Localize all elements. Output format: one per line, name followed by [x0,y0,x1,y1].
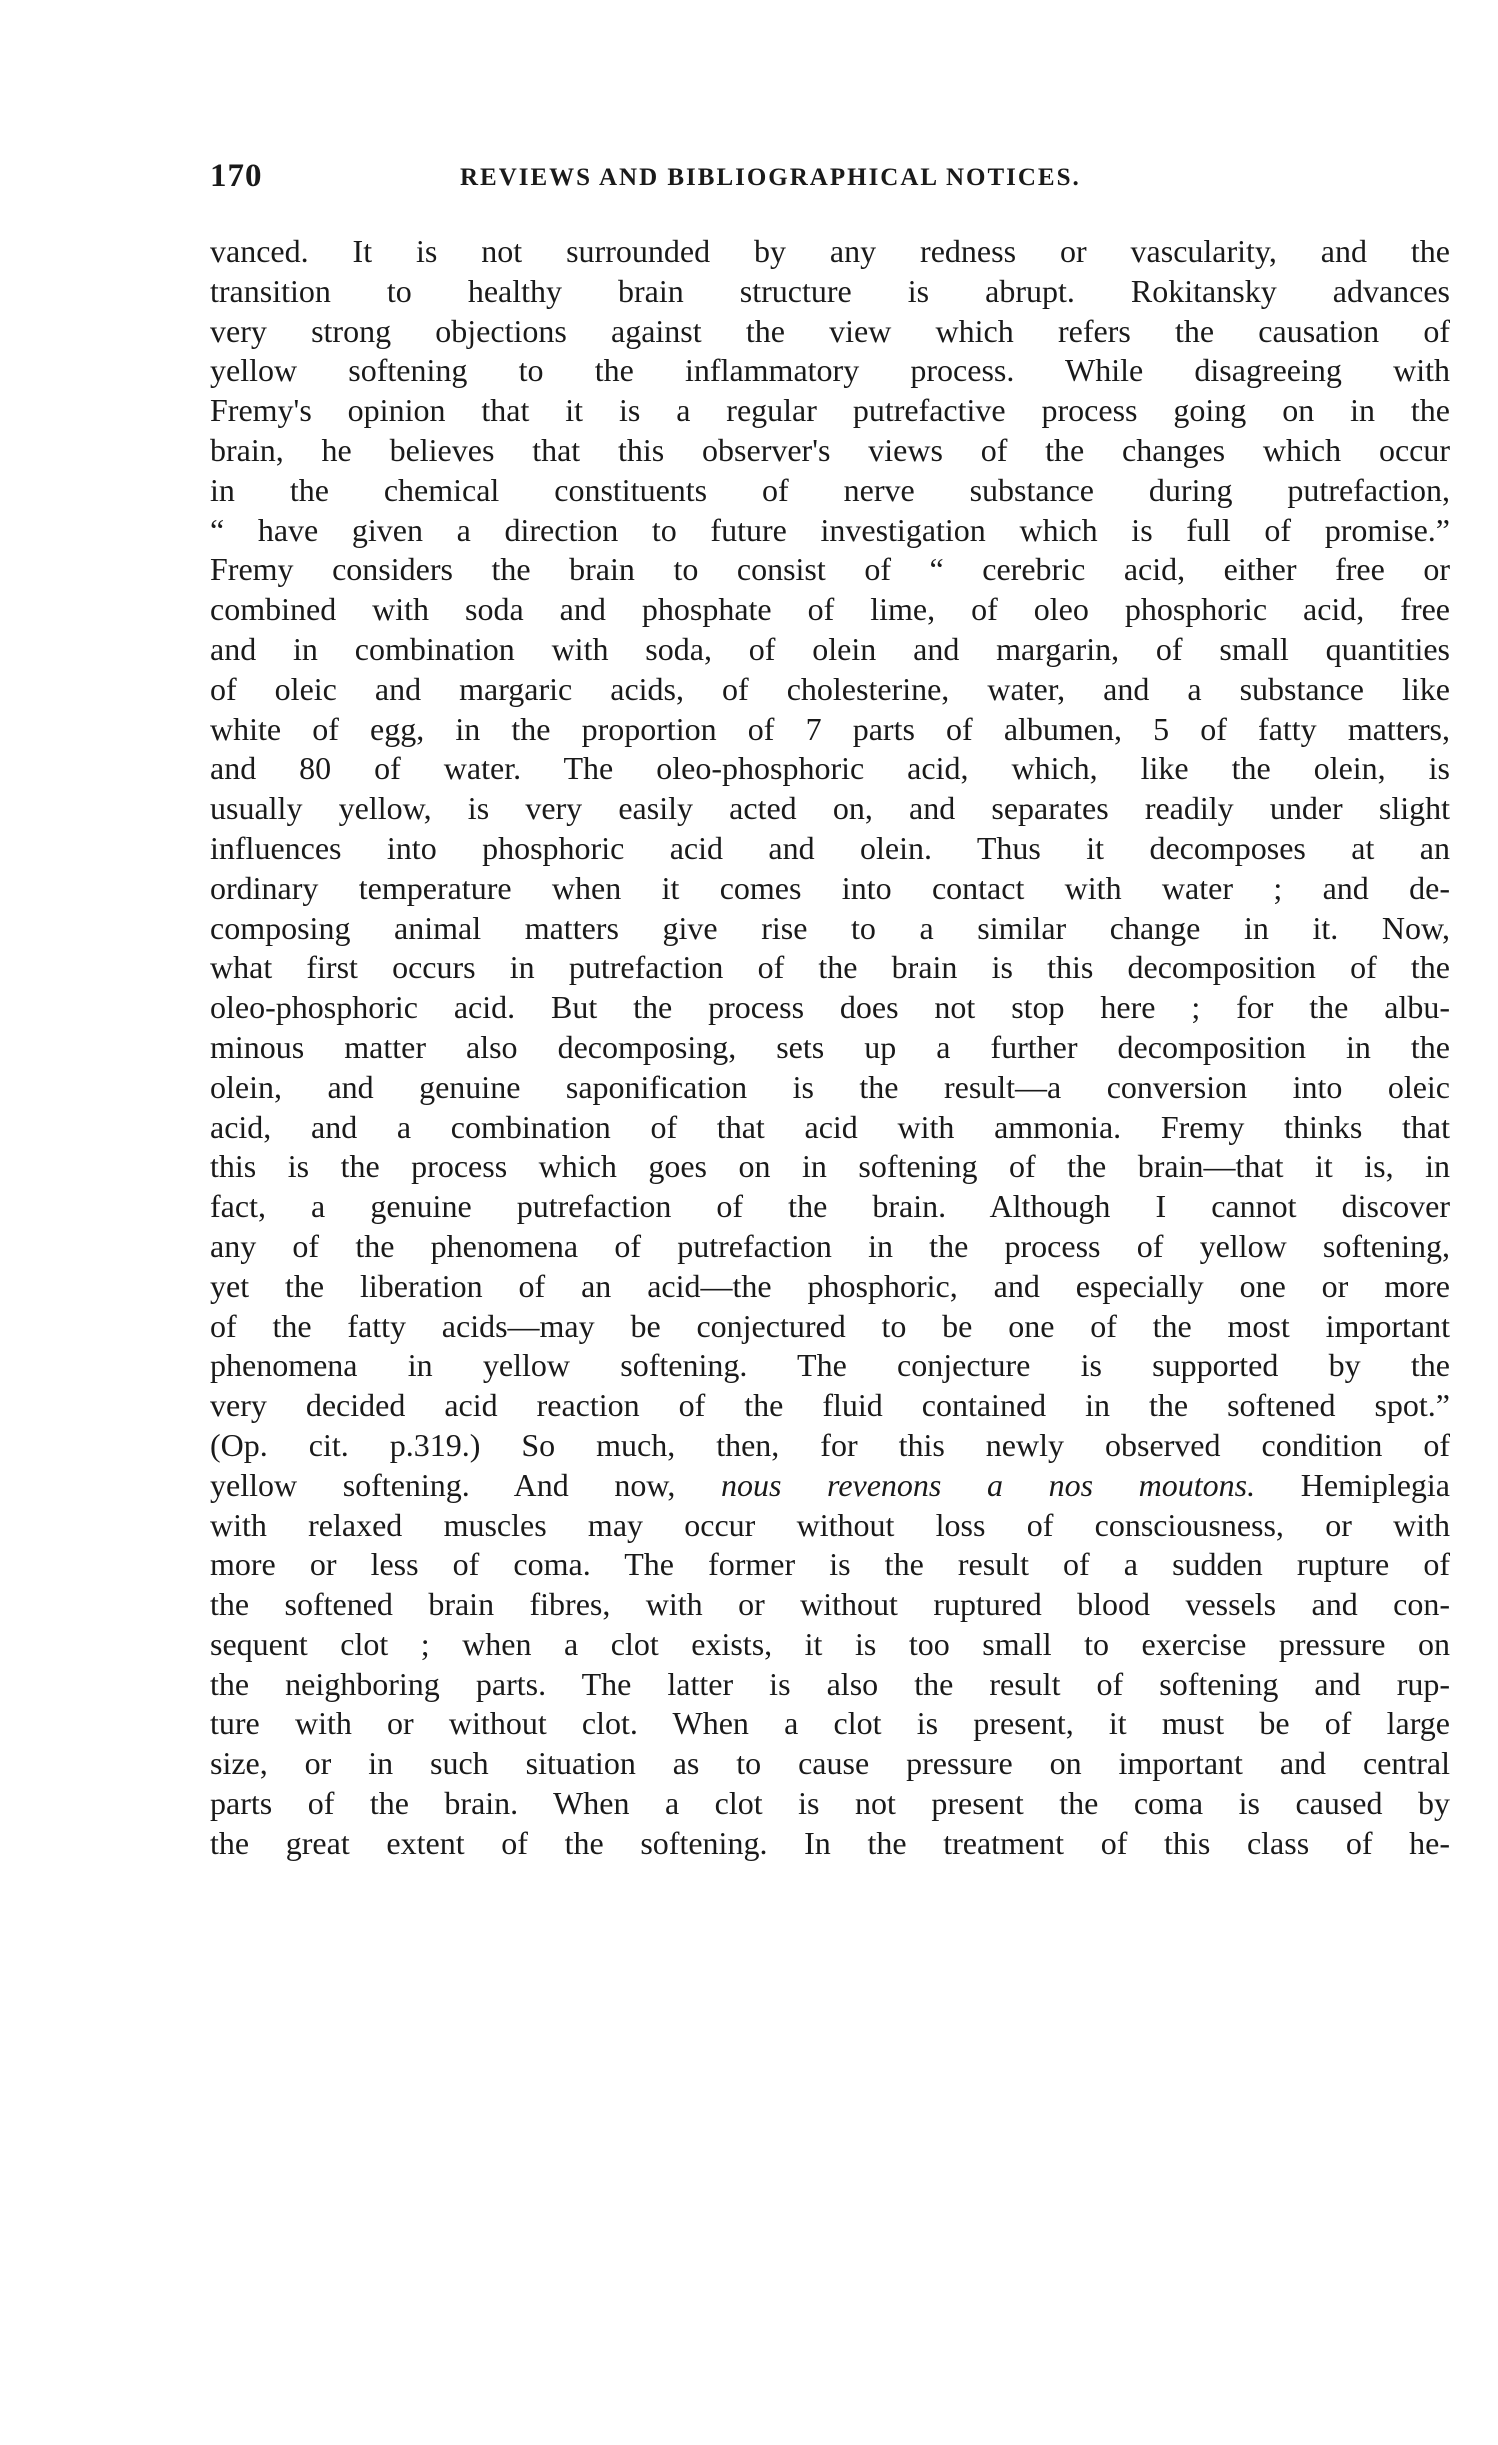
text-line: Fremy's opinion that it is a regular putrefactive process going on in the [210,392,1450,429]
text-line: sequent clot ; when a clot exists, it is too small to exercise pressure on [210,1625,1450,1662]
text-line: ture with or without clot. When a clot is present, it must be of large [210,1705,1450,1742]
text-line: yellow softening to the inflammatory process. While disagreeing with [210,352,1450,389]
running-head: REVIEWS AND BIBLIOGRAPHICAL NOTICES. [460,164,1081,191]
text-line: more or less of coma. The former is the result of a sudden rupture of [210,1546,1450,1583]
text-line: “ have given a direction to future investigation which is full of promise.” [210,511,1450,548]
text-line: (Op. cit. p.319.) So much, then, for this newly observed condition of [210,1426,1450,1463]
text-line: Fremy considers the brain to consist of “ cerebric acid, either free or [210,551,1450,588]
text-line: vanced. It is not surrounded by any redness or vascularity, and the [210,233,1450,269]
text-line: size, or in such situation as to cause pressure on important and central [210,1745,1450,1782]
text-line: combined with soda and phosphate of lime, of oleo phosphoric acid, free [210,591,1450,628]
text-line: fact, a genuine putrefaction of the brain. Although I cannot discover [210,1188,1450,1225]
text-line: ordinary temperature when it comes into contact with water ; and de- [210,869,1450,906]
text-line: this is the process which goes on in softening of the brain—that it is, in [210,1148,1450,1185]
text-line: very decided acid reaction of the fluid contained in the softened spot.” [210,1387,1450,1424]
text-line: with relaxed muscles may occur without loss of consciousness, or with [210,1506,1450,1543]
text-line: usually yellow, is very easily acted on, and separates readily under slight [210,790,1450,827]
text-line: the great extent of the softening. In the treatment of this class of he- [210,1824,1450,1861]
text-line: acid, and a combination of that acid with ammonia. Fremy thinks that [210,1108,1450,1145]
page-header [210,158,1450,202]
text-line: oleo-phosphoric acid. But the process does not stop here ; for the albu- [210,989,1450,1026]
text-line: phenomena in yellow softening. The conjecture is supported by the [210,1347,1450,1384]
text-line: white of egg, in the proportion of 7 parts of albumen, 5 of fatty matters, [210,710,1450,747]
text-line: yet the liberation of an acid—the phosphoric, and especially one or more [210,1267,1450,1304]
text-line: influences into phosphoric acid and olein. Thus it decomposes at an [210,829,1450,866]
text-line: what first occurs in putrefaction of the brain is this decomposition of the [210,949,1450,986]
text-line: brain, he believes that this observer's views of the changes which occur [210,431,1450,468]
text-line: of the fatty acids—may be conjectured to be one of the most important [210,1307,1450,1344]
text-line: the softened brain fibres, with or without ruptured blood vessels and con- [210,1586,1450,1623]
text-line: yellow softening. And now, nous revenons a nos moutons. Hemiplegia [210,1466,1450,1503]
body-text [210,232,1450,1864]
text-line: composing animal matters give rise to a similar change in it. Now, [210,909,1450,946]
text-line: any of the phenomena of putrefaction in the process of yellow softening, [210,1227,1450,1264]
text-line: very strong objections against the view which refers the causation of [210,312,1450,349]
text-line: and 80 of water. The oleo-phosphoric acid, which, like the olein, is [210,750,1450,787]
text-line: in the chemical constituents of nerve substance during putrefaction, [210,471,1450,508]
text-line: transition to healthy brain structure is abrupt. Rokitansky advances [210,272,1450,309]
text-line: olein, and genuine saponification is the result—a conversion into oleic [210,1068,1450,1105]
page-number: 170 [210,158,263,194]
italic-phrase: nous revenons a nos moutons. [721,1466,1256,1503]
text-line: parts of the brain. When a clot is not present the coma is caused by [210,1785,1450,1822]
text-line: and in combination with soda, of olein and margarin, of small quantities [210,630,1450,667]
text-line: the neighboring parts. The latter is also the result of softening and rup- [210,1665,1450,1702]
text-line: of oleic and margaric acids, of cholesterine, water, and a substance like [210,670,1450,707]
text-line: minous matter also decomposing, sets up a further decomposition in the [210,1028,1450,1065]
